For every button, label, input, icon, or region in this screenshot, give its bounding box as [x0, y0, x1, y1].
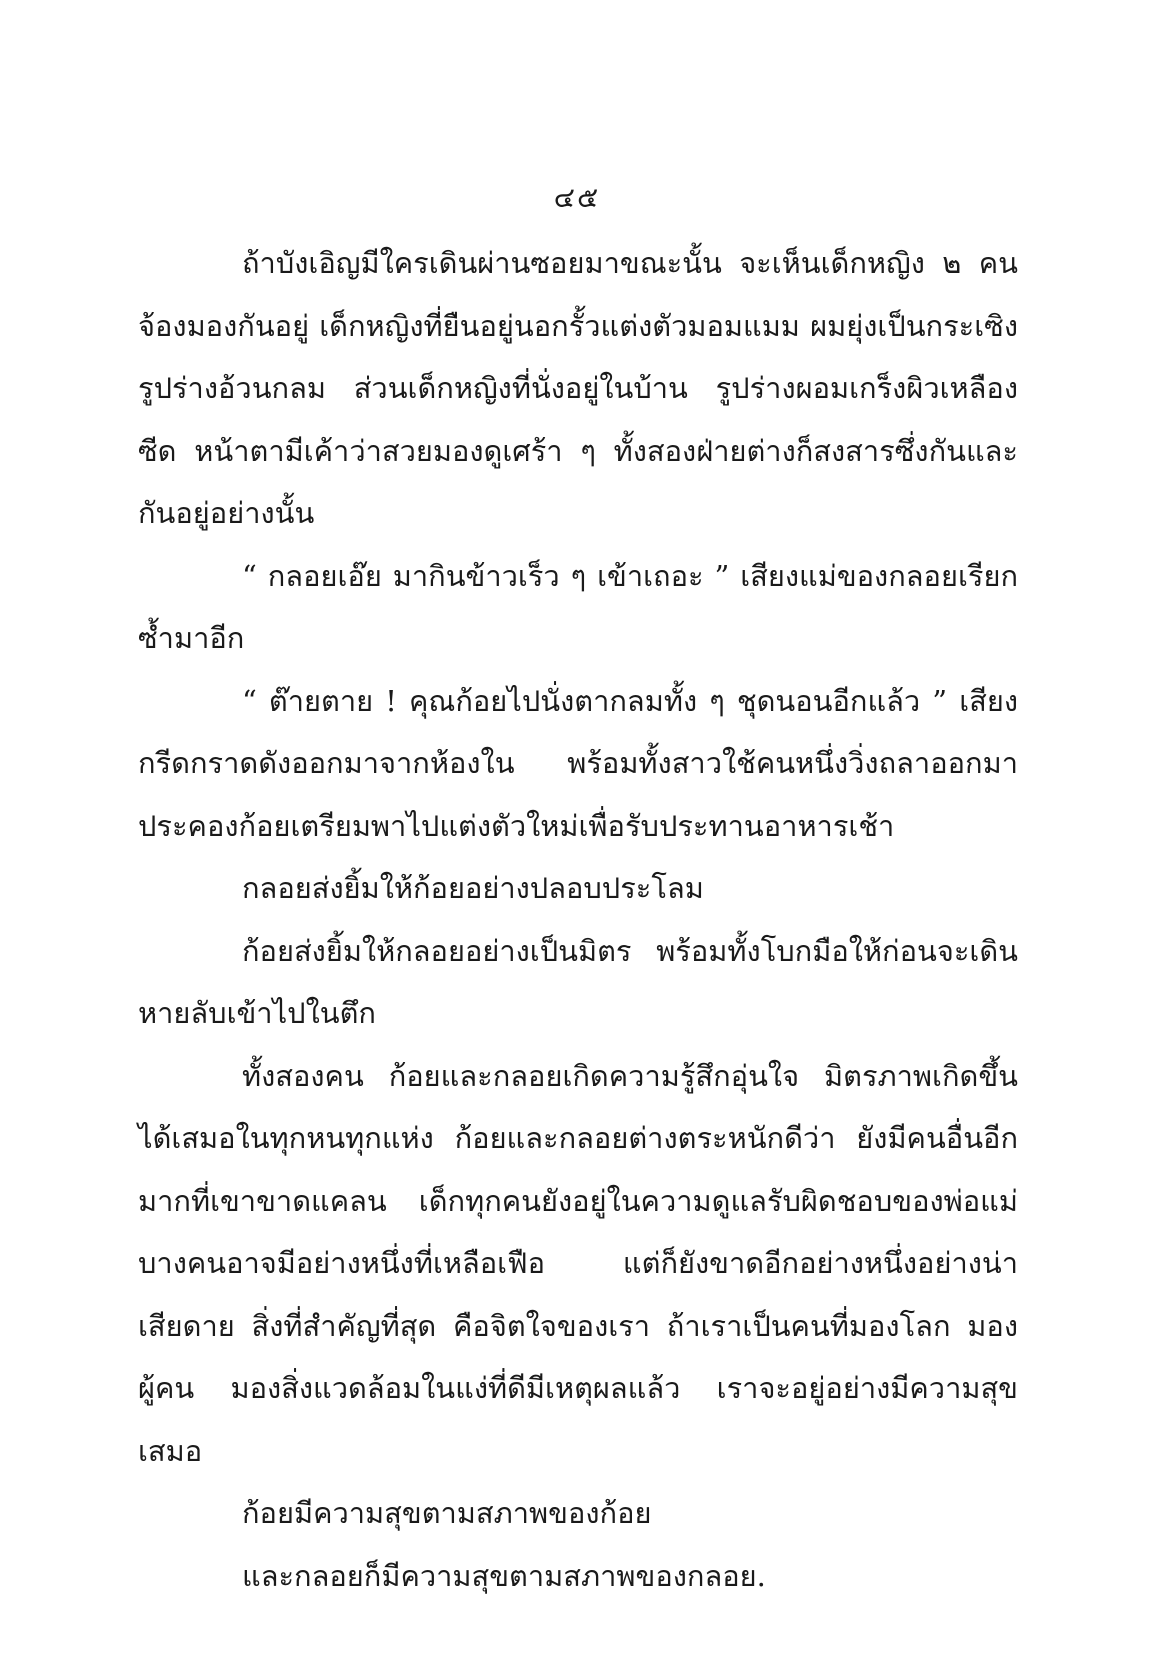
paragraph-7: ก้อยมีความสุขตามสภาพของก้อย — [242, 1496, 652, 1530]
paragraph-8: และกลอยก็มีความสุขตามสภาพของกลอย. — [242, 1558, 766, 1593]
page-number: ๔๕ — [553, 181, 601, 214]
paragraph-4: กลอยส่งยิ้มให้ก้อยอย่างปลอบประโลม — [242, 871, 704, 905]
paragraph-1: ถ้าบังเอิญมีใครเดินผ่านซอยมาขณะนั้น จะเห็นเด็กหญิง ๒ คน จ้องมองกันอยู่ เด็กหญิงที่ยืนอยู่นอกรั้วแต่งตัวมอมแมม ผมยุ่งเป็นกระเซิง รูปร่างอ้วนกลม ส่วนเด็กหญิงที่นั่งอยู่ในบ้าน รูปร่างผอมเกร็งผิวเหลืองซีด หน้าตามีเค้าว่าสวยมองดูเศร้า ๆ ทั้งสองฝ่ายต่างก็สงสารซึ่งกันและกันอยู่อย่างนั้น — [138, 246, 1018, 530]
body-text — [138, 232, 1018, 1607]
paragraph-2: “ กลอยเอ๊ย มากินข้าวเร็ว ๆ เข้าเถอะ ” เสียงแม่ของกลอยเรียกซ้ำมาอีก — [138, 558, 1018, 655]
paragraph-6: ทั้งสองคน ก้อยและกลอยเกิดความรู้สึกอุ่นใจ มิตรภาพเกิดขึ้นได้เสมอในทุกหนทุกแห่ง ก้อยและกลอยต่างตระหนักดีว่า ยังมีคนอื่นอีกมากที่เขาขาดแคลน เด็กทุกคนยังอยู่ในความดูแลรับผิดชอบของพ่อแม่ บางคนอาจมีอย่างหนึ่งที่เหลือเฟือ แต่ก็ยังขาดอีกอย่างหนึ่งอย่างน่าเสียดาย สิ่งที่สำคัญที่สุด คือจิตใจของเรา ถ้าเราเป็นคนที่มองโลก มองผู้คน มองสิ่งแวดล้อมในแง่ที่ดีมีเหตุผลแล้ว เราจะอยู่อย่างมีความสุขเสมอ — [138, 1058, 1018, 1468]
paragraph-3: “ ต๊ายตาย ! คุณก้อยไปนั่งตากลมทั้ง ๆ ชุดนอนอีกแล้ว ” เสียงกรีดกราดดังออกมาจากห้องใน พร้อมทั้งสาวใช้คนหนึ่งวิ่งถลาออกมาประคองก้อยเตรียมพาไปแต่งตัวใหม่เพื่อรับประทานอาหารเช้า — [138, 683, 1018, 843]
paragraph-5: ก้อยส่งยิ้มให้กลอยอย่างเป็นมิตร พร้อมทั้งโบกมือให้ก่อนจะเดินหายลับเข้าไปในตึก — [138, 933, 1018, 1030]
